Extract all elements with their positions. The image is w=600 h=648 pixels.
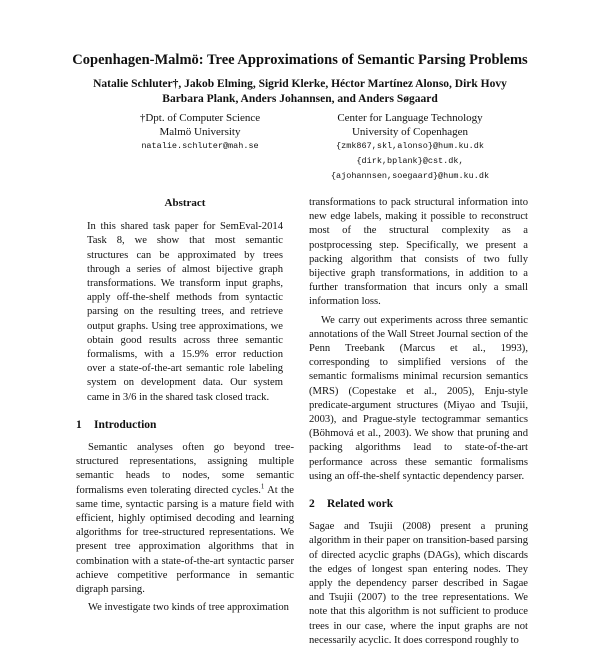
right-paragraph-2: We carry out experiments across three semantic annotations of the Wall Street Journal section of the Penn Treebank (Marcus et al., 1993), corresponding to simplified versions of the semantic formalisms minimal recursion semantics (MRS) (Copestake et al., 2005), Enju-style predicate-argument structures (Miyao and Tsujii, 2003), and Prague-style tectogrammar semantics (Böhmová et al., 2003). We show that pruning and packing algorithms lead to state-of-the-art performance across these semantic formalisms using an off-the-shelf syntactic dependency parser. [309,314,529,482]
paper-title: Copenhagen-Malmö: Tree Approximations of Semantic Parsing Problems [72,52,528,68]
affiliation-univ: Malmö University [159,126,241,138]
right-column [309,196,528,648]
author-list [40,77,560,107]
intro-text: Semantic analyses often go beyond tree-structured representations, assigning multiple semantic heads to nodes, some semantic formalisms even tolerating directed cycles. [76,442,294,496]
affiliation-univ: University of Copenhagen [351,126,469,138]
left-column [76,196,294,615]
section-heading-introduction [76,418,294,432]
footnote-marker[interactable]: 1 [260,482,265,491]
affiliation-email-2: {dirk,bplank}@cst.dk, [356,156,464,166]
abstract-heading: Abstract [164,197,206,209]
affiliation-email: natalie.schluter@mah.se [141,141,259,151]
right-paragraph-1: transformations to pack structural information into new edge labels, making it possible to reconstruct most of the structural complexity as a postprocessing step. Specifically, we present a packing algorithm that consists of two fully bijective graph transformations, in addition to a further transformation that incurs only a small information loss. [309,197,528,308]
section-number: 2 [309,498,315,511]
related-paragraph-1: Sagae and Tsujii (2008) present a pruning algorithm in their paper on transition-based parsing of directed acyclic graphs (DAGs), which discards the edges of longest span entering nodes. They apply the dependency parser described in Sagae and Tsujii (2007) to the tree representations. We note that this algorithm is not sufficient to produce trees in our case, where the input graphs are not necessarily acyclic. It does correspond roughly to [309,521,528,646]
affiliation-email-3: {ajohannsen,soegaard}@hum.ku.dk [330,171,490,181]
authors-line-1: Natalie Schluter†, Jakob Elming, Sigrid Klerke, Héctor Martínez Alonso, Dirk Hovy [93,78,507,90]
authors-line-2: Barbara Plank, Anders Johannsen, and Anders Søgaard [162,93,438,105]
intro-paragraph-1 [76,441,294,597]
affiliation-email-1: {zmk867,skl,alonso}@hum.ku.dk [336,141,484,151]
affiliation-malmo [100,111,300,154]
section-number: 1 [76,418,82,431]
abstract-paragraph: In this shared task paper for SemEval-2014 Task 8, we show that most semantic structures can be approximated by trees through a series of almost bijective graph transformations. We transform input graphs, apply off-the-shelf methods from syntactic parsing on the resulting trees, and retrieve output graphs. Using tree approximations, we obtain good results across three semantic formalisms, with a 15.9% error reduction over a state-of-the-art semantic role labeling system on development data. Our system came in 3/6 in the shared task closed track. [87,221,283,403]
section-heading-related-work [309,497,528,511]
abstract-text [87,220,283,405]
affiliation-dept: Center for Language Technology [337,112,483,124]
affiliation-copenhagen [305,111,515,184]
section-title: Related work [327,498,394,511]
section-title: Introduction [94,418,157,431]
affiliation-dept: †Dpt. of Computer Science [139,112,261,124]
intro-text-cont: At the same time, syntactic parsing is a mature field with efficient, highly optimised decoding and learning algorithms for tree-structured representations. We present tree approximation algorithms that in combination with a state-of-the-art syntactic parser achieve competitive performance in semantic digraph parsing. [76,484,294,596]
intro-paragraph-2: We investigate two kinds of tree approximation [88,602,289,614]
